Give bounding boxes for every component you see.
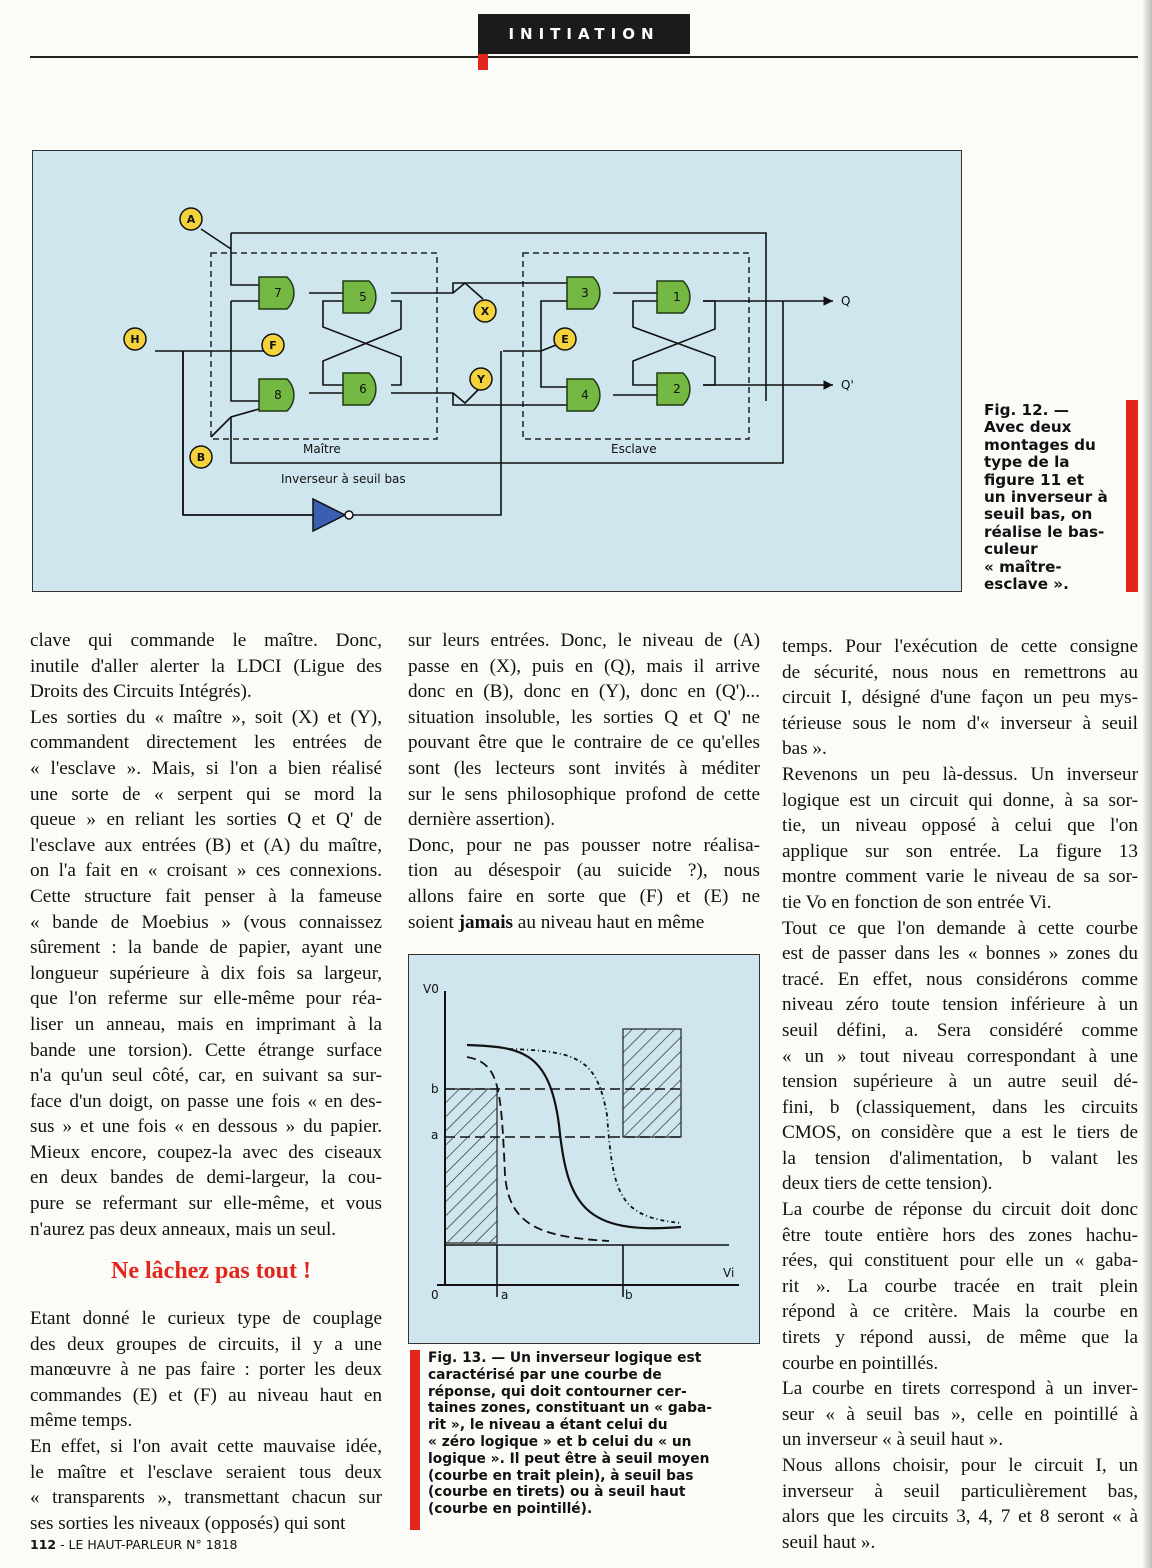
section-heading: Ne lâchez pas tout ! [111,1258,311,1284]
page-number: 112 [30,1537,57,1552]
label-A: A [186,213,196,226]
label-Y: Y [477,373,485,386]
gate-8-label: 8 [274,388,282,402]
text-line: Etant donné le curieux type de couplage [30,1308,382,1329]
caption13-line: « zéro logique » et b celui du « un [428,1433,692,1450]
column-2 [408,628,760,935]
hatch-zone-low [445,1089,497,1243]
text-line: logique est un circuit qui donne, à sa sor- [782,789,1138,811]
caption12-line: type de la [984,453,1070,472]
text-line: ses sorties les niveaux (opposés) qui sont [30,1512,346,1534]
text-line: applique sur son entrée. La figure 13 [782,840,1138,862]
output-Q-label: Q [841,294,851,308]
text-line: Donc, pour ne pas pousser notre réalisa- [408,834,760,856]
text-line: « un » tout niveau correspondant à une [782,1045,1138,1067]
text-line: n'aurez pas deux anneaux, mais un seul. [30,1218,337,1240]
text-line: est de passer dans les « bonnes » zones du [782,943,1138,965]
caption13-line: caractérisé par une courbe de [428,1366,662,1383]
caption12-line: un inverseur à [984,488,1108,507]
text-line: la tension d'alimentation, b valant les [782,1147,1138,1169]
caption13-line: rit », le niveau a étant celui du [428,1417,668,1434]
text-line: une sorte de « serpent qui se mord la [30,783,382,805]
caption13-line: réponse, qui doit contourner cer- [428,1383,687,1400]
text-line: de sécurité, nous nous en remettrons au [782,661,1138,683]
text-line: inverseur à seuil particulièrement bas, [782,1480,1138,1502]
output-Qp-label: Q' [841,378,854,392]
caption12-line: figure 11 et [984,470,1085,489]
text-line: deux tiers de cette tension). [782,1173,993,1195]
label-H: H [130,333,140,346]
inverter-triangle [313,499,345,531]
level-b: b [431,1082,439,1096]
caption13-red-bar [410,1350,420,1530]
origin-label: 0 [431,1288,439,1302]
figure-12-caption [984,402,1114,593]
column-3 [782,634,1138,1555]
text-line: La courbe de réponse du circuit doit donc [782,1199,1138,1221]
text-line: Les sorties du « maître », soit (X) et (Y), [30,706,382,728]
text-line: n'a qu'un seul côté, car, en suivant sa sur- [30,1065,382,1087]
text-line: montre comment varie le niveau de sa sor- [782,866,1138,888]
label-E: E [561,333,569,346]
caption13-line: (courbe en pointillé). [428,1501,593,1518]
text-line: tion au désespoir (au suicide ?), nous [408,860,760,882]
caption12-line: montages du [984,435,1096,454]
column-1 [30,628,382,1242]
label-F: F [269,339,277,352]
text-line: Droits des Circuits Intégrés). [30,681,252,703]
page-edge-shadow [1142,0,1152,1568]
text-line: sur leurs entrées. Donc, le niveau de (A) [408,630,760,651]
caption12-line: Fig. 12. — [984,401,1069,419]
text-line: dernière assertion). [408,809,556,831]
text-line: inutile d'aller alerter la LDCI (Ligue des [30,655,382,677]
text-line: que l'on referme sur elle-même pour réa- [30,988,382,1010]
hatch-zone-high [623,1029,681,1137]
text-line: commandes (E) et (F) au niveau haut en [30,1384,382,1406]
caption12-line: esclave ». [984,575,1069,594]
text-line: tracé. En effet, nous considérons comme [782,968,1138,990]
text-line: seuil haut ». [782,1531,876,1553]
text-line: « bande de Moebius » (vous connaissez [30,911,382,933]
caption12-red-bar [1126,400,1138,592]
level-a: a [431,1128,439,1142]
axis-x-label: Vi [723,1266,735,1280]
text-line: « l'esclave ». Mais, si l'on a bien réalisé [30,757,382,779]
caption12-line: Avec deux [984,418,1072,437]
text-fragment: soient [408,911,459,933]
text-line: seur « à seuil bas », celle en pointillé à [782,1403,1138,1425]
text-line: commandent directement les entrées de [30,732,382,754]
text-line: bas ». [782,738,827,760]
text-line: allons faire en sorte que (F) et (E) ne [408,885,760,907]
text-line: tie Vo en fonction de son entrée Vi. [782,891,1052,913]
axis-y-label: V0 [423,982,439,996]
text-line: longueur supérieure à dix fois sa largeur, [30,962,382,984]
text-line: Mieux encore, coupez-la avec des ciseaux [30,1141,382,1163]
text-line: Revenons un peu là-dessus. Un inverseur [782,763,1138,785]
gate-2-label: 2 [673,382,681,396]
text-line: donc en (B), donc en (Y), donc en (Q')... [408,681,760,703]
text-line: queue » en reliant les sorties Q et Q' de [30,809,382,831]
text-line: un inverseur « à seuil haut ». [782,1429,1004,1451]
inverseur-label: Inverseur à seuil bas [281,472,406,486]
caption13-line: taines zones, constituant un « gaba- [428,1400,713,1417]
column-1-continued [30,1306,382,1536]
text-line: en deux bandes de demi-largeur, la cou- [30,1167,382,1189]
text-line: des deux groupes de circuits, il y a une [30,1333,382,1355]
text-line: « transparents », transmettant chacun sur [30,1487,382,1509]
text-line: le maître et l'esclave seraient tous deux [30,1461,382,1483]
tick-a: a [501,1288,509,1302]
gate-7-label: 7 [274,286,282,300]
text-line: passe en (X), puis en (Q), mais il arrive [408,655,760,677]
text-line: on l'a fait en « croisant » ces connexions. [30,860,382,882]
text-line: bande une torsion). Cette étrange surface [30,1039,382,1061]
text-line: sont (les lecteurs sont invités à méditer [408,757,760,779]
text-line: courbe en pointillés. [782,1352,939,1374]
text-line: térieuse sous le nom d'« inverseur à seuil [782,712,1138,734]
text-line: alors que les circuits 3, 4, 7 et 8 seront « à [782,1506,1138,1528]
text-line: seuil défini, a. Sera considéré comme [782,1019,1138,1041]
text-line: pouvant être que le contraire de ce qu'elles [408,732,760,754]
figure-13-chart [408,954,760,1344]
figure-13-caption [428,1350,758,1518]
text-line: temps. Pour l'exécution de cette consigne [782,636,1138,657]
text-line: face d'un doigt, on passe une fois « en des- [30,1090,382,1112]
text-line: tension supérieure à un autre seuil dé- [782,1071,1138,1093]
text-line: répond à ce critère. Mais la courbe en [782,1301,1138,1323]
text-line: même temps. [30,1410,133,1432]
text-line: Tout ce que l'on demande à cette courbe [782,917,1138,939]
gate-4-label: 4 [581,388,589,402]
gates [259,277,690,411]
text-line: sus » et une fois « en dessous » du papier. [30,1116,382,1138]
caption13-line: logique ». Il peut être à seuil moyen [428,1450,710,1467]
caption13-line: (courbe en tirets) ou à seuil haut [428,1484,686,1501]
caption12-line: réalise le bas- [984,522,1105,541]
text-line: CMOS, on considère que a est le tiers de [782,1122,1138,1144]
text-line: La courbe en tirets correspond à un inver- [782,1378,1138,1400]
tick-b: b [625,1288,633,1302]
text-line: situation insoluble, les sorties Q et Q' ne [408,706,760,728]
section-tab: INITIATION [478,14,690,54]
gate-6-label: 6 [359,382,367,396]
text-line: niveau zéro toute tension inférieure à un [782,994,1138,1016]
caption12-line: seuil bas, on [984,505,1093,524]
text-line [408,910,760,936]
caption13-line: (courbe en trait plein), à seuil bas [428,1467,694,1484]
caption13-line: Fig. 13. — Un inverseur logique est [428,1350,702,1366]
caption12-line: « maître- [984,557,1062,576]
text-line: rit ». La courbe tracée en trait plein [782,1275,1138,1297]
text-fragment: au niveau haut en même [513,911,705,933]
text-line: Cette structure fait penser à la fameuse [30,885,382,907]
text-line: rées, qui constituent pour elle un « gaba- [782,1250,1138,1272]
gate-1-label: 1 [673,290,681,304]
text-line: tirets y répond aussi, de même que la [782,1327,1138,1349]
text-line: circuit I, désigné d'une façon un peu mys- [782,687,1138,709]
text-line: liser un anneau, mais en imprimant à la [30,1013,382,1035]
page-footer [30,1537,238,1552]
label-X: X [480,305,490,318]
text-line: tie, un niveau opposé à celui que l'on [782,815,1138,837]
maitre-label: Maître [303,442,341,456]
header-rule [30,56,1138,58]
text-line: fini, b (classiquement, dans les circuits [782,1096,1138,1118]
figure-12-schematic [32,150,962,592]
text-line: pure se refermant sur elle-même, et vous [30,1193,382,1215]
label-B: B [196,451,206,464]
text-line: En effet, si l'on avait cette mauvaise idée, [30,1435,382,1457]
magazine-name: - LE HAUT-PARLEUR N° 1818 [56,1537,238,1552]
text-line: sûrement : la bande de papier, ayant une [30,937,382,959]
text-line: l'esclave aux entrées (B) et (A) du maître, [30,834,382,856]
gate-5-label: 5 [359,290,367,304]
text-line: sur le sens philosophique profond de cette [408,783,760,805]
emphasis-jamais: jamais [458,911,513,933]
gate-3-label: 3 [581,286,589,300]
maitre-box [211,253,437,439]
text-line: clave qui commande le maître. Donc, [30,630,382,651]
esclave-label: Esclave [611,442,657,456]
caption12-line: culeur [984,540,1038,559]
text-line: Nous allons choisir, pour le circuit I, un [782,1455,1138,1476]
text-line: manœuvre à ne pas faire : porter les deux [30,1359,382,1381]
text-line: être toute entière hors des zones hachu- [782,1224,1138,1246]
